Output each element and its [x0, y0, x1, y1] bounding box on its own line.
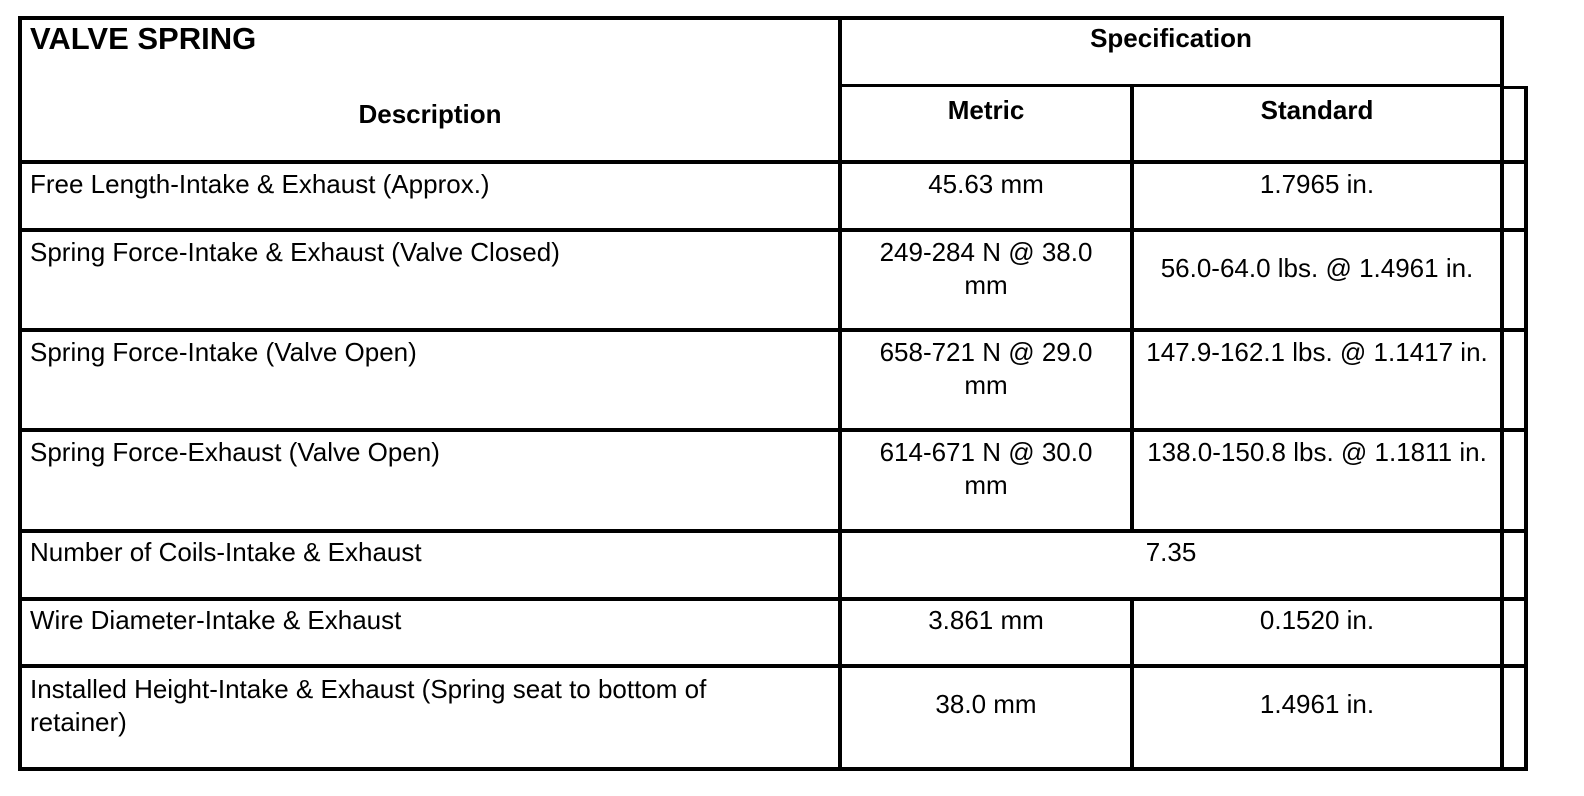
row-standard-value: 138.0-150.8 lbs. @ 1.1811 in.	[1147, 437, 1487, 467]
metric-header: Metric	[947, 95, 1025, 125]
col-divider-metric-top	[1130, 86, 1134, 532]
row-divider	[18, 664, 1528, 668]
description-header: Description	[358, 99, 502, 129]
row-divider	[18, 597, 1528, 601]
row-standard-value: 1.7965 in.	[1259, 169, 1375, 199]
row-description: Installed Height-Intake & Exhaust (Spring seat to bottom of retainer)	[30, 674, 707, 737]
table-border-right-cap	[1500, 86, 1528, 89]
row-standard-value: 56.0-64.0 lbs. @ 1.4961 in.	[1160, 253, 1474, 283]
row-metric-value: 45.63 mm	[928, 169, 1044, 199]
row-description: Spring Force-Intake (Valve Open)	[30, 337, 417, 367]
row-metric-value: 38.0 mm	[935, 689, 1037, 719]
row-metric-value: 3.861 mm	[928, 605, 1044, 635]
row-description: Number of Coils-Intake & Exhaust	[30, 537, 422, 567]
row-metric-value: 249-284 N @ 38.0 mm	[879, 237, 1093, 300]
row-metric-value: 658-721 N @ 29.0 mm	[879, 337, 1093, 400]
row-description: Spring Force-Intake & Exhaust (Valve Closed)	[30, 237, 560, 267]
spec-header-underline	[838, 84, 1504, 87]
specification-header: Specification	[1090, 23, 1252, 53]
row-metric-value: 614-671 N @ 30.0 mm	[879, 437, 1093, 500]
row-divider	[18, 328, 1528, 332]
row-merged-value: 7.35	[1145, 537, 1197, 567]
row-divider	[18, 228, 1528, 232]
table-border-right-upper	[1500, 16, 1504, 86]
row-divider	[18, 428, 1528, 432]
row-divider	[18, 529, 1528, 533]
row-standard-value: 1.4961 in.	[1259, 689, 1375, 719]
table-border-top	[18, 16, 1504, 20]
standard-header: Standard	[1260, 95, 1374, 125]
row-standard-value: 147.9-162.1 lbs. @ 1.1417 in.	[1146, 337, 1488, 367]
col-divider-description	[838, 16, 842, 771]
row-standard-value: 0.1520 in.	[1259, 605, 1375, 635]
row-description: Spring Force-Exhaust (Valve Open)	[30, 437, 440, 467]
row-divider	[18, 160, 1528, 164]
row-description: Free Length-Intake & Exhaust (Approx.)	[30, 169, 490, 199]
row-description: Wire Diameter-Intake & Exhaust	[30, 605, 402, 635]
table-border-bottom	[18, 767, 1528, 771]
table-title: VALVE SPRING	[30, 21, 257, 56]
